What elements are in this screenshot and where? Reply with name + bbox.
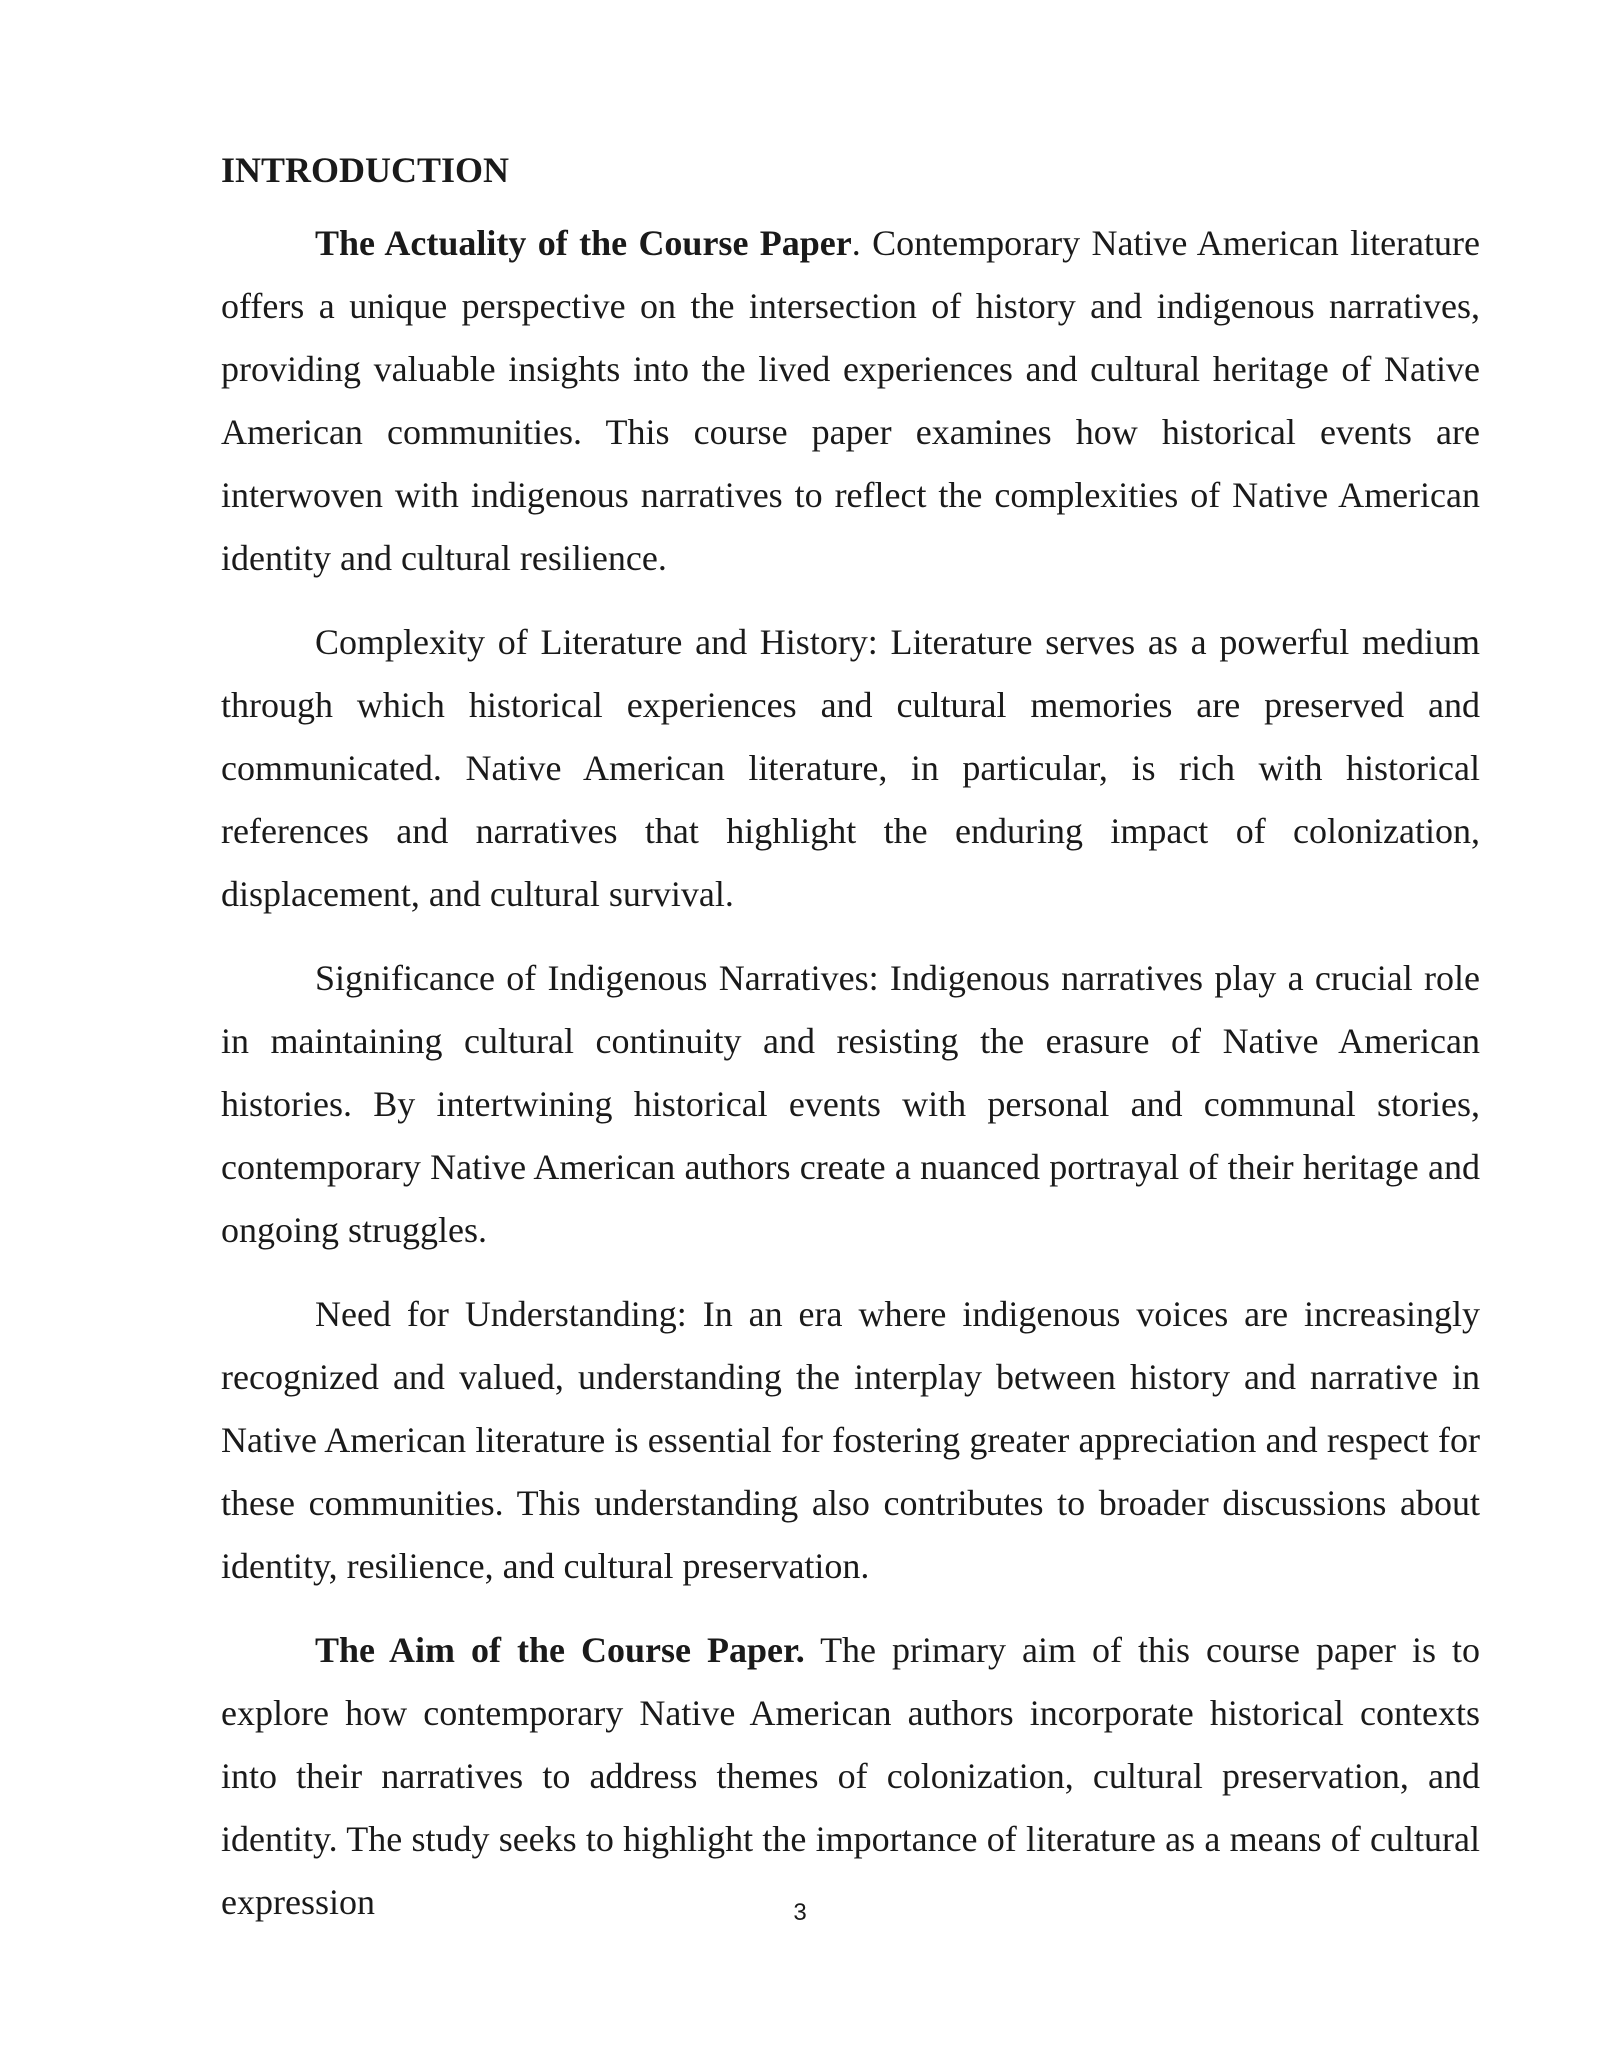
paragraph-lead: The Actuality of the Course Paper [315,223,852,263]
paragraph-text: Complexity of Literature and History: Literature serves as a powerful medium through which historical experiences and cultural memories are preserved and communicated. Native American literature, in particular, is rich with historical references and narratives that highlight the enduring impact of colonization, displacement, and cultural survival. [221,622,1480,914]
paragraph-need [221,1283,1480,1598]
paragraph-text: Significance of Indigenous Narratives: Indigenous narratives play a crucial role in maintaining cultural continuity and resisting the erasure of Native American histories. By intertwining historical events with personal and communal stories, contemporary Native American authors create a nuanced portrayal of their heritage and ongoing struggles. [221,958,1480,1250]
paragraph-text: The primary aim of this course paper is to explore how contemporary Native American authors incorporate historical contexts into their narratives to address themes of colonization, cultural preservation, and identity. The study seeks to highlight the importance of literature as a means of cultural expression [221,1630,1480,1922]
page-number: 3 [793,1899,807,1926]
paragraph-text: Need for Understanding: In an era where indigenous voices are increasingly recognized and valued, understanding the interplay between history and narrative in Native American literature is essential for fostering greater appreciation and respect for these communities. This understanding also contributes to broader discussions about identity, resilience, and cultural preservation. [221,1294,1480,1586]
paragraph-aim [221,1619,1480,1934]
document-page [221,140,1480,1955]
paragraph-complexity [221,611,1480,926]
paragraph-actuality [221,212,1480,590]
paragraph-significance [221,947,1480,1262]
paragraph-lead: The Aim of the Course Paper. [315,1630,805,1670]
paragraph-text: . Contemporary Native American literature offers a unique perspective on the intersection of history and indigenous narratives, providing valuable insights into the lived experiences and cultural heritage of Native American communities. This course paper examines how historical events are interwoven with indigenous narratives to reflect the complexities of Native American identity and cultural resilience. [221,223,1480,578]
section-heading: INTRODUCTION [221,150,510,190]
